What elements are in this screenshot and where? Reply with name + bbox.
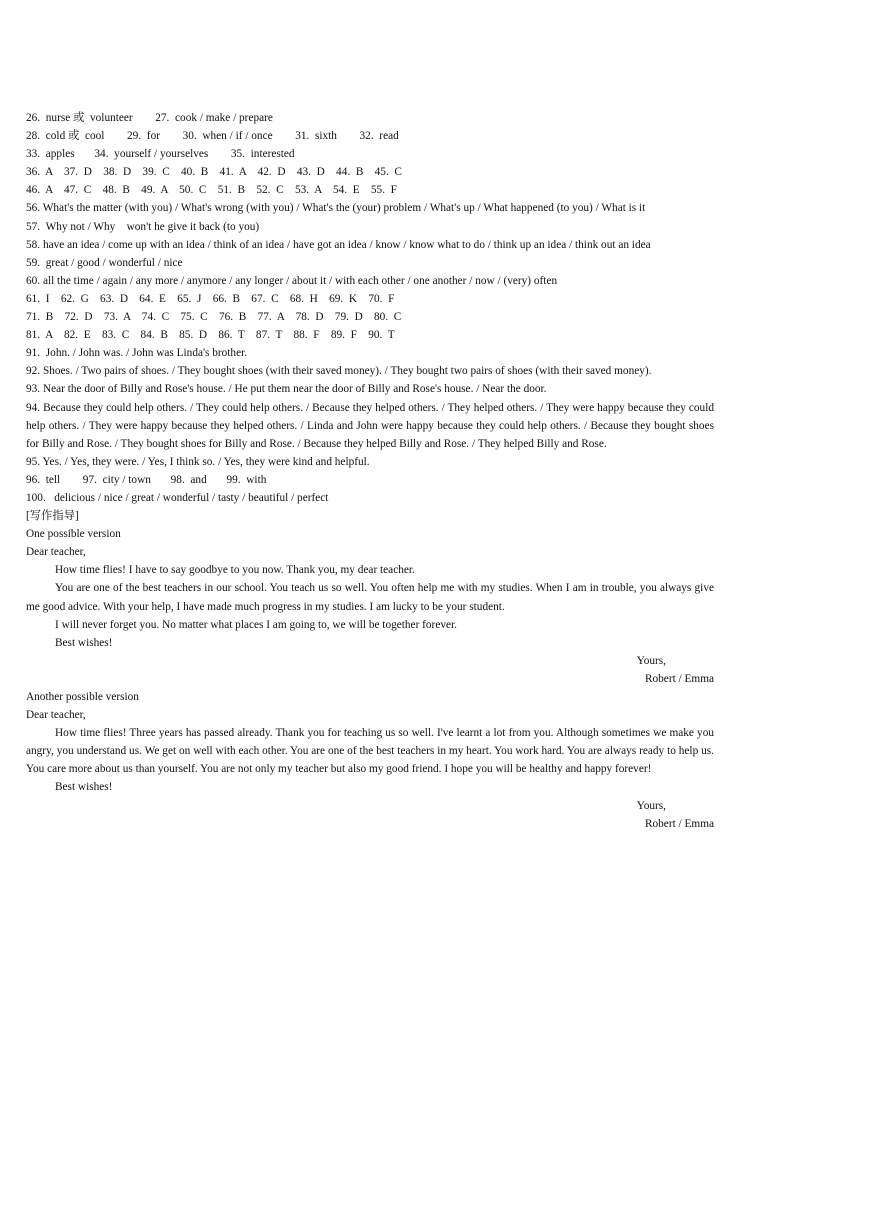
answer-line-26: 26. nurse 或 volunteer 27. cook / make / prepare xyxy=(26,112,273,124)
answer-line-36: 36. A 37. D 38. D 39. C 40. B 41. A 42. D 43. D 44. B 45. C xyxy=(26,166,402,179)
answer-line-91: 91. John. / John was. / John was Linda's brother. xyxy=(26,347,248,360)
answer-line-100: 100. delicious / nice / great / wonderful / tasty / beautiful / perfect xyxy=(26,491,329,504)
version-two-signature: Robert / Emma xyxy=(644,817,714,830)
answer-line-95: 95. Yes. / Yes, they were. / Yes, I think so. / Yes, they were kind and helpful. xyxy=(26,455,370,468)
version-one-paragraph: You are one of the best teachers in our school. You teach us so well. You often help me with my studies. When I am in trouble, you always give me good advice. With your help, I have made much progress in my studies. I am lucky to be your student. xyxy=(26,582,714,613)
version-two-label: Another possible version xyxy=(26,691,139,703)
version-one-paragraph: How time flies! I have to say goodbye to you now. Thank you, my dear teacher. xyxy=(55,564,415,577)
answer-line-59: 59. great / good / wonderful / nice xyxy=(26,256,183,269)
version-one-greeting: Dear teacher, xyxy=(26,546,86,559)
version-two-best-wishes: Best wishes! xyxy=(55,781,113,794)
answer-line-28: 28. cold 或 cool 29. for 30. when / if / once 31. sixth 32. read xyxy=(26,130,399,143)
answer-line-81: 81. A 82. E 83. C 84. B 85. D 86. T 87. T 88. F 89. F 90. T xyxy=(26,329,395,342)
version-one-signature: Robert / Emma xyxy=(644,672,714,685)
writing-heading: [写作指导] xyxy=(26,510,79,523)
answer-line-96: 96. tell 97. city / town 98. and 99. with xyxy=(26,473,267,486)
answer-line-46: 46. A 47. C 48. B 49. A 50. C 51. B 52. C 53. A 54. E 55. F xyxy=(26,184,397,197)
answer-line-56: 56. What's the matter (with you) / What's wrong (with you) / What's the (your) problem / What's up / What happened (to you) / What is it xyxy=(26,202,646,215)
answer-line-57: 57. Why not / Why won't he give it back (to you) xyxy=(26,220,260,233)
version-two-closing: Yours, xyxy=(636,799,666,812)
answer-key-document xyxy=(26,109,714,833)
answer-line-71: 71. B 72. D 73. A 74. C 75. C 76. B 77. A 78. D 79. D 80. C xyxy=(26,311,402,324)
version-one-closing: Yours, xyxy=(636,654,666,667)
answer-line-58: 58. have an idea / come up with an idea / think of an idea / have got an idea / know / know what to do / think up an idea / think out an idea xyxy=(26,238,651,251)
answer-line-61: 61. I 62. G 63. D 64. E 65. J 66. B 67. C 68. H 69. K 70. F xyxy=(26,292,395,305)
version-one-paragraph: I will never forget you. No matter what places I am going to, we will be together forever. xyxy=(55,618,457,631)
answer-line-93: 93. Near the door of Billy and Rose's house. / He put them near the door of Billy and Rose's house. / Near the door. xyxy=(26,383,547,396)
answer-line-92: 92. Shoes. / Two pairs of shoes. / They bought shoes (with their saved money). / They bought two pairs of shoes (with their saved money). xyxy=(26,365,652,378)
answer-line-60: 60. all the time / again / any more / anymore / any longer / about it / with each other / one another / now / (very) often xyxy=(26,274,558,287)
version-two-paragraph: How time flies! Three years has passed already. Thank you for teaching us so well. I've learnt a lot from you. Although sometimes we make you angry, you understand us. We get on well with each other. You are one of the best teachers in my heart. You work hard. You are always ready to help us. You care more about us than yourself. You are not only my teacher but also my good friend. I hope you will be healthy and happy forever! xyxy=(26,727,714,776)
answer-line-94: 94. Because they could help others. / They could help others. / Because they helped others. / They helped others. / They were happy because they could help others. / They were happy because they helped others. / Linda and John were happy because they could help others. / Because they bought shoes for Billy and Rose. / They bought shoes for Billy and Rose. / Because they helped Billy and Rose. / They helped Billy and Rose. xyxy=(26,401,714,450)
version-two-greeting: Dear teacher, xyxy=(26,709,86,722)
version-one-label: One possible version xyxy=(26,528,121,541)
version-one-best-wishes: Best wishes! xyxy=(55,636,113,649)
answer-line-33: 33. apples 34. yourself / yourselves 35. interested xyxy=(26,148,295,161)
